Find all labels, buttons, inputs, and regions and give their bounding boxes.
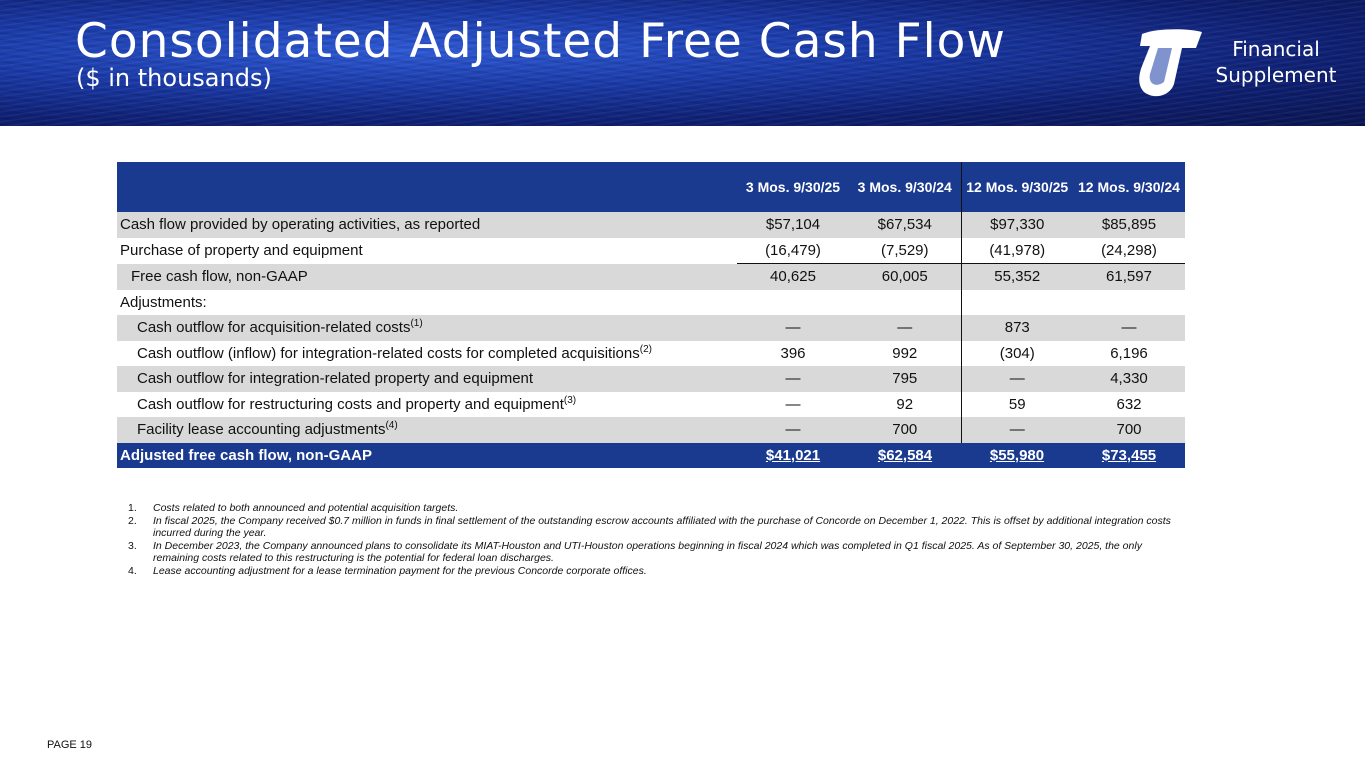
table-cell bbox=[1073, 443, 1185, 468]
footnote-ref: (3) bbox=[563, 394, 577, 406]
table-cell: (41,978) bbox=[961, 238, 1073, 264]
table-cell: 700 bbox=[1073, 417, 1185, 443]
table-cell: (304) bbox=[961, 341, 1073, 367]
table-row bbox=[117, 366, 1185, 392]
table-cell bbox=[849, 290, 961, 316]
table-cell: 700 bbox=[849, 417, 961, 443]
financial-supplement-badge bbox=[1212, 36, 1340, 88]
page-title: Consolidated Adjusted Free Cash Flow bbox=[75, 14, 1006, 69]
table-header-row bbox=[117, 162, 1185, 212]
uti-logo-icon bbox=[1136, 26, 1206, 102]
table-cell bbox=[961, 443, 1073, 468]
column-header-12mos-2024: 12 Mos. 9/30/24 bbox=[1073, 162, 1185, 212]
footnote-text: In December 2023, the Company announced plans to consolidate its MIAT-Houston and UTI-Houston operations beginning in fiscal 2024 which was completed in Q1 fiscal 2025. As of September 30, 2025, the only remaining costs related to this restructuring is the potential for federal loan discharges. bbox=[153, 539, 1142, 564]
footnote-item bbox=[128, 515, 1173, 540]
table-cell: — bbox=[737, 315, 849, 341]
footnote-number: 1. bbox=[128, 502, 137, 514]
table-cell: — bbox=[849, 315, 961, 341]
table-cell: $85,895 bbox=[1073, 212, 1185, 238]
row-label-text: Cash outflow for acquisition-related costs bbox=[137, 319, 411, 337]
total-value: $62,584 bbox=[877, 446, 933, 464]
footnote-text: In fiscal 2025, the Company received $0.7 million in funds in final settlement of the outstanding escrow accounts affiliated with the purchase of Concorde on December 1, 2022. This is offset by additional integration costs incurred during the year. bbox=[153, 514, 1171, 539]
footnote-number: 4. bbox=[128, 564, 137, 577]
column-header-3mos-2025: 3 Mos. 9/30/25 bbox=[737, 162, 849, 212]
row-label bbox=[117, 341, 737, 367]
table-cell: 60,005 bbox=[849, 264, 961, 290]
badge-line-1: Financial bbox=[1232, 37, 1320, 61]
badge-line-2: Supplement bbox=[1215, 63, 1337, 87]
table-cell: — bbox=[961, 417, 1073, 443]
row-label-text: Cash outflow (inflow) for integration-related costs for completed acquisitions bbox=[137, 344, 640, 362]
column-header-label bbox=[117, 162, 737, 212]
table-cell: 396 bbox=[780, 344, 806, 362]
row-label: Adjustments: bbox=[120, 293, 207, 311]
table-row bbox=[117, 341, 1185, 367]
footnote-item bbox=[128, 540, 1173, 565]
table-cell: (16,479) bbox=[737, 238, 849, 264]
table-cell: 632 bbox=[1116, 395, 1142, 413]
page-subtitle: ($ in thousands) bbox=[76, 64, 272, 92]
table-cell: 92 bbox=[896, 395, 914, 413]
table-row bbox=[117, 392, 1185, 418]
footnote-item bbox=[128, 502, 1173, 515]
table-cell: 40,625 bbox=[737, 264, 849, 290]
row-label-text: Cash outflow for integration-related property and equipment bbox=[137, 370, 534, 388]
table-row bbox=[117, 264, 1185, 290]
row-label: Cash flow provided by operating activities, as reported bbox=[117, 212, 737, 238]
footnotes-list bbox=[128, 502, 1173, 577]
table-cell: (24,298) bbox=[1073, 238, 1185, 264]
table-row bbox=[117, 417, 1185, 443]
footnote-ref: (4) bbox=[385, 420, 398, 432]
table-cell: 55,352 bbox=[961, 264, 1073, 290]
table-cell: — bbox=[737, 417, 849, 443]
table-cell: 6,196 bbox=[1110, 344, 1148, 362]
table-cell: 873 bbox=[961, 315, 1073, 341]
table-cell: (7,529) bbox=[849, 238, 961, 264]
table-row bbox=[117, 238, 1185, 264]
total-row bbox=[117, 443, 1185, 468]
footnote-number: 3. bbox=[128, 539, 137, 552]
table-cell bbox=[737, 290, 849, 316]
table-cell: 795 bbox=[849, 366, 961, 392]
table-cell: 59 bbox=[961, 392, 1073, 418]
row-label bbox=[117, 366, 737, 392]
column-header-3mos-2024: 3 Mos. 9/30/24 bbox=[849, 162, 961, 212]
table-cell bbox=[1073, 290, 1185, 316]
header-banner bbox=[0, 0, 1365, 126]
free-cash-flow-table bbox=[117, 162, 1185, 468]
row-label: Adjusted free cash flow, non-GAAP bbox=[117, 443, 737, 468]
table-cell: — bbox=[737, 366, 849, 392]
row-label-text: Cash outflow for restructuring costs and property and equipment bbox=[137, 395, 564, 413]
total-value: $55,980 bbox=[989, 446, 1045, 464]
row-label-text: Facility lease accounting adjustments bbox=[137, 421, 386, 439]
table-cell: $57,104 bbox=[737, 212, 849, 238]
table-cell bbox=[737, 443, 849, 468]
total-value: $73,455 bbox=[1101, 446, 1157, 464]
table-cell: $67,534 bbox=[849, 212, 961, 238]
footnote-text: Costs related to both announced and potential acquisition targets. bbox=[153, 502, 459, 514]
table-cell: $97,330 bbox=[961, 212, 1073, 238]
table-cell bbox=[849, 443, 961, 468]
table-row bbox=[117, 212, 1185, 238]
table-cell bbox=[961, 290, 1073, 316]
row-label bbox=[117, 417, 737, 443]
footnote-ref: (2) bbox=[639, 343, 652, 355]
row-label: Free cash flow, non-GAAP bbox=[117, 264, 737, 290]
table-row bbox=[117, 315, 1185, 341]
footnote-ref: (1) bbox=[410, 318, 423, 330]
page-number: PAGE 19 bbox=[47, 739, 93, 751]
table-row bbox=[117, 290, 1185, 316]
footnote-number: 2. bbox=[128, 514, 137, 527]
table-cell: — bbox=[961, 366, 1073, 392]
column-header-12mos-2025: 12 Mos. 9/30/25 bbox=[961, 162, 1073, 212]
row-label bbox=[117, 315, 737, 341]
row-label: Purchase of property and equipment bbox=[120, 242, 363, 259]
total-value: $41,021 bbox=[765, 446, 821, 464]
table-cell: 992 bbox=[892, 344, 918, 362]
footnote-item bbox=[128, 565, 1173, 578]
row-label bbox=[117, 392, 737, 418]
table-cell: 61,597 bbox=[1073, 264, 1185, 290]
table-cell: — bbox=[785, 395, 801, 413]
table-cell: 4,330 bbox=[1073, 366, 1185, 392]
table-cell: — bbox=[1073, 315, 1185, 341]
footnote-text: Lease accounting adjustment for a lease termination payment for the previous Concorde corporate offices. bbox=[153, 564, 647, 577]
